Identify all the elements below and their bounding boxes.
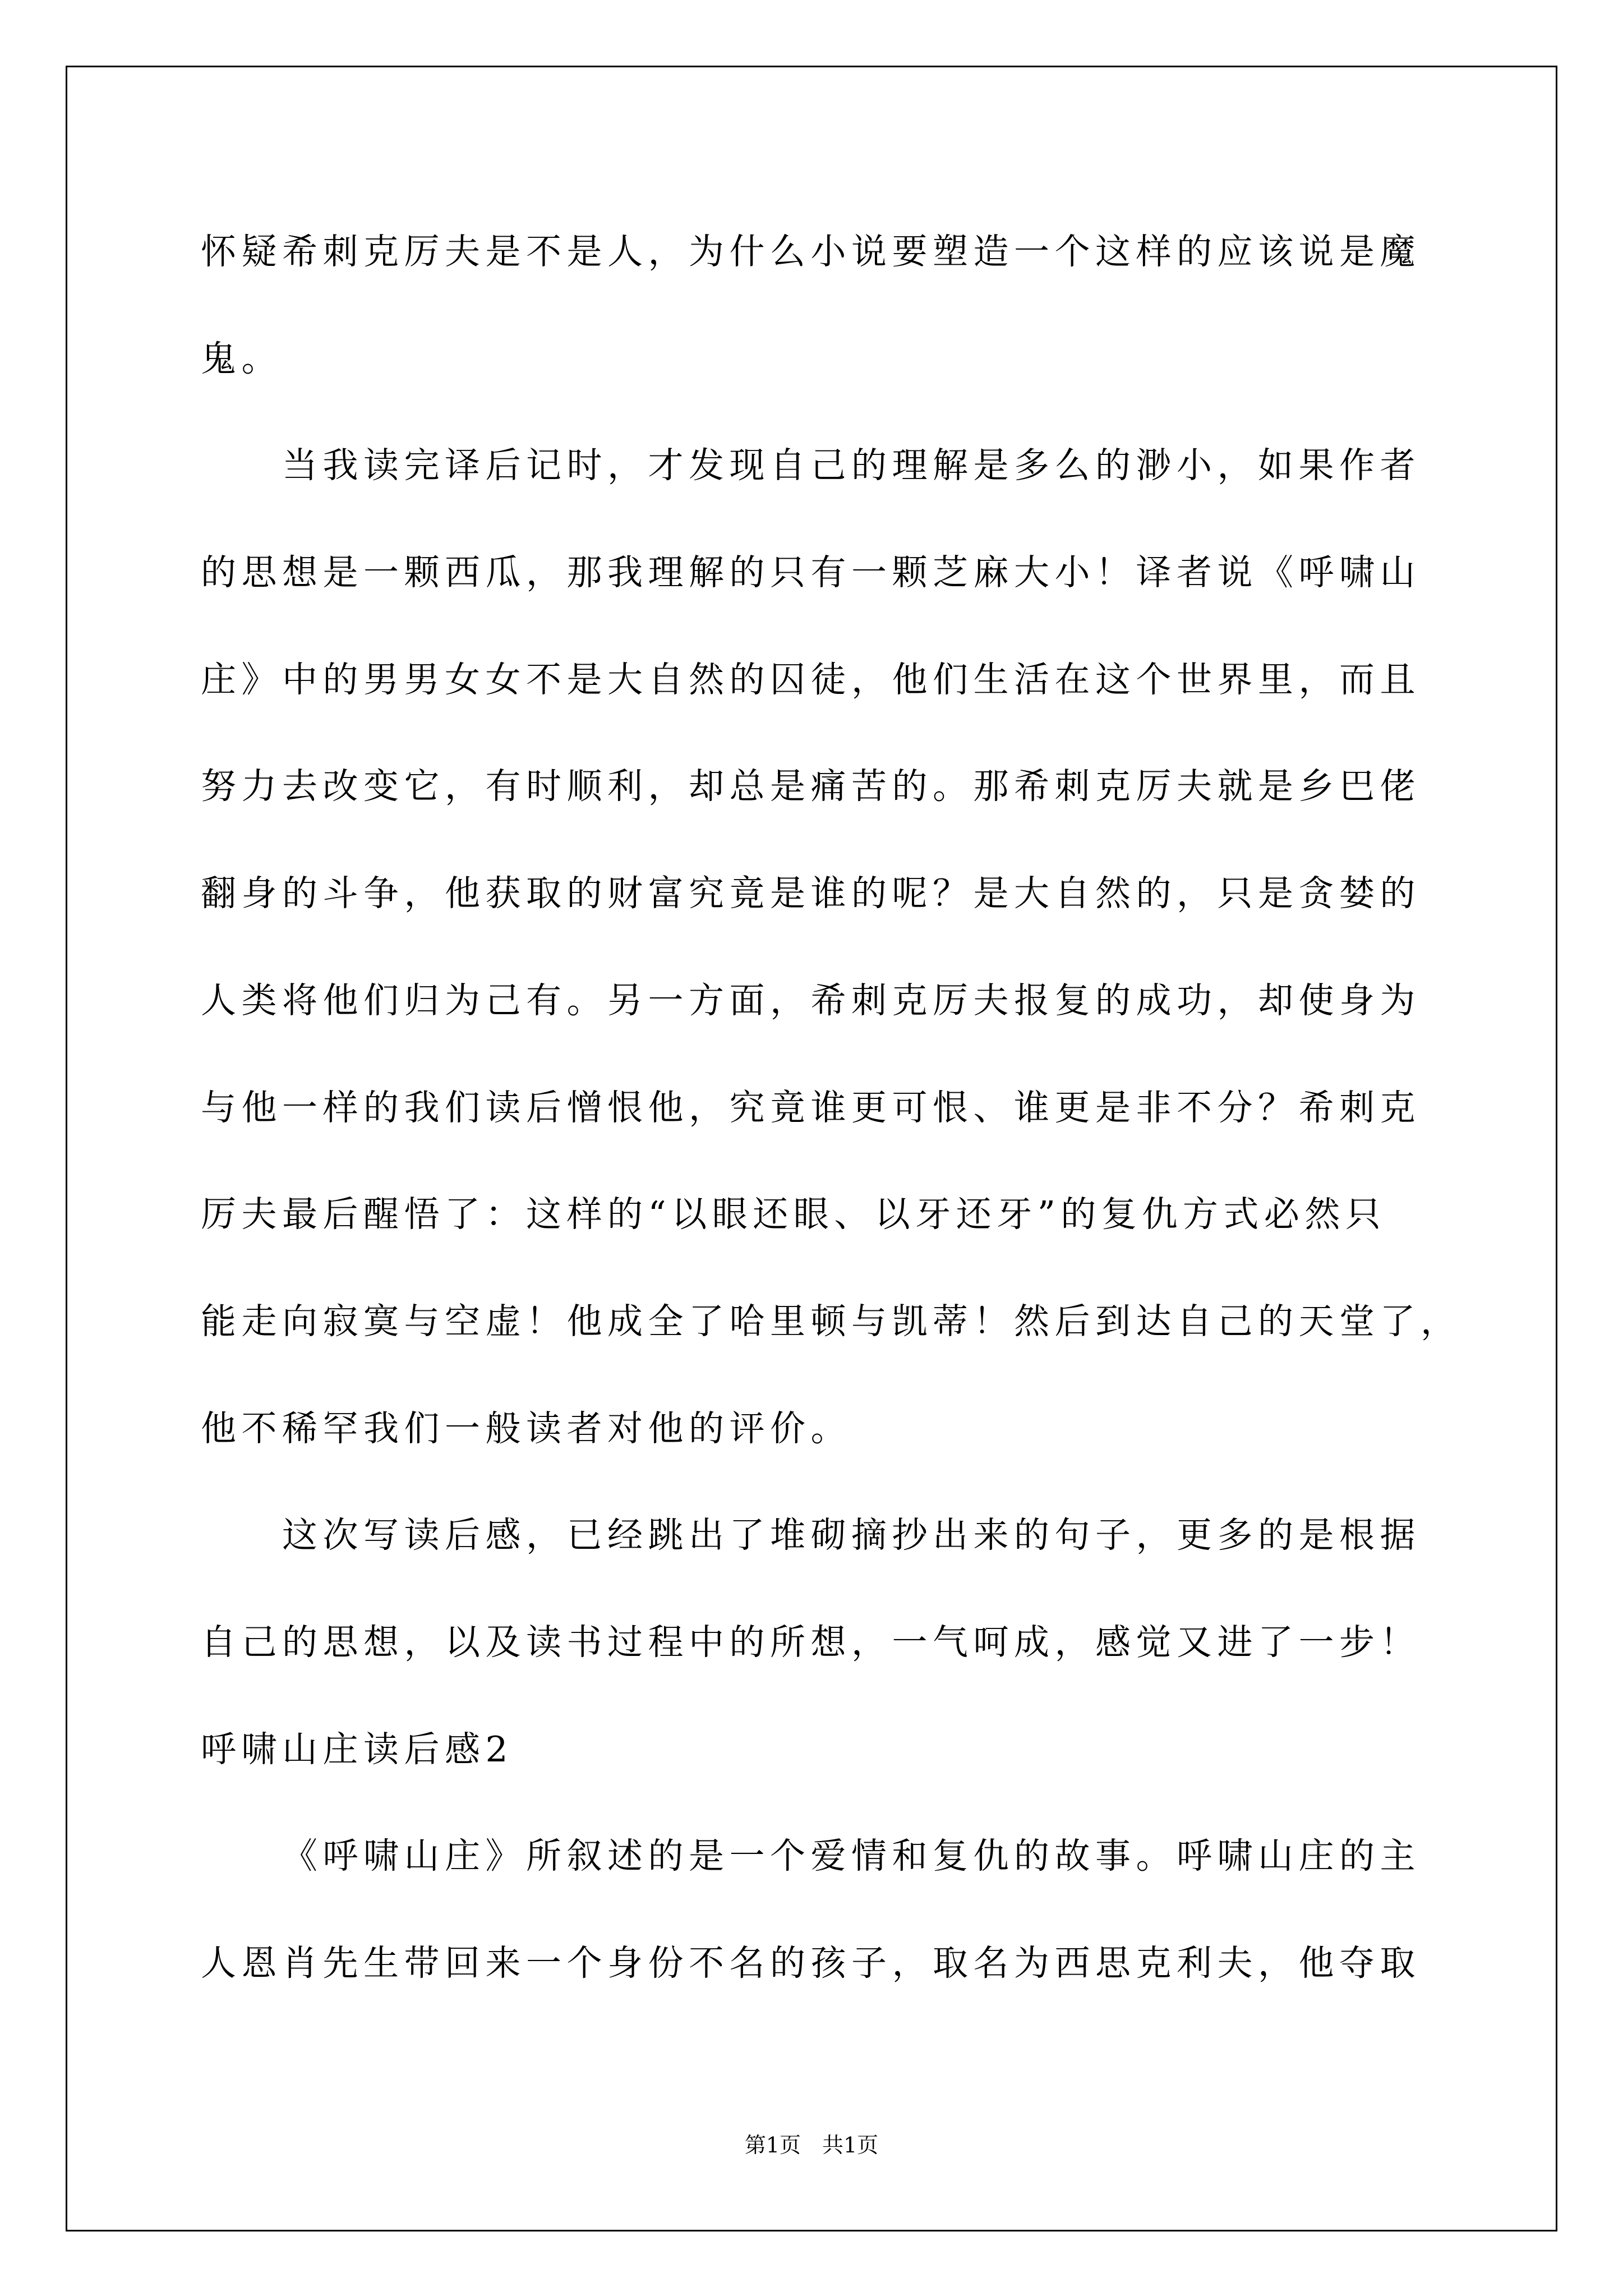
text-line: 厉夫最后醒悟了：这样的“以眼还眼、以牙还牙”的复仇方式必然只 bbox=[201, 1194, 1386, 1235]
text-line: 与他一样的我们读后憎恨他，究竟谁更可恨、谁更是非不分？希刺克 bbox=[201, 1087, 1421, 1128]
text-line: 他不稀罕我们一般读者对他的评价。 bbox=[201, 1407, 851, 1449]
paragraph bbox=[201, 1482, 1547, 1696]
section-title: 呼啸山庄读后感2 bbox=[201, 1728, 514, 1770]
text-line: 怀疑希刺克厉夫是不是人，为什么小说要塑造一个这样的应该说是魔 bbox=[201, 231, 1421, 272]
paragraph bbox=[201, 199, 1547, 412]
text-line: 的思想是一颗西瓜，那我理解的只有一颗芝麻大小！译者说《呼啸山 bbox=[201, 552, 1421, 593]
document-body bbox=[201, 199, 1547, 2017]
text-line: 努力去改变它，有时顺利，却总是痛苦的。那希刺克厉夫就是乡巴佬 bbox=[201, 766, 1421, 807]
text-line: 能走向寂寞与空虚！他成全了哈里顿与凯蒂！然后到达自己的天堂了， bbox=[201, 1300, 1461, 1342]
page-footer: 第1页 共1页 bbox=[744, 2133, 879, 2157]
text-line: 这次写读后感，已经跳出了堆砌摘抄出来的句子，更多的是根据 bbox=[282, 1515, 1421, 1556]
text-line: 当我读完译后记时，才发现自己的理解是多么的渺小，如果作者 bbox=[282, 445, 1421, 486]
text-line: 翻身的斗争，他获取的财富究竟是谁的呢？是大自然的，只是贪婪的 bbox=[201, 873, 1421, 914]
text-line: 自己的思想，以及读书过程中的所想，一气呵成，感觉又进了一步！ bbox=[201, 1621, 1421, 1663]
paragraph bbox=[201, 1803, 1547, 2017]
text-line: 鬼。 bbox=[201, 338, 282, 379]
text-line: 人恩肖先生带回来一个身份不名的孩子，取名为西思克利夫，他夺取 bbox=[201, 1943, 1421, 1984]
text-line: 《呼啸山庄》所叙述的是一个爱情和复仇的故事。呼啸山庄的主 bbox=[282, 1835, 1421, 1877]
text-line: 庄》中的男男女女不是大自然的囚徒，他们生活在这个世界里，而且 bbox=[201, 659, 1421, 700]
text-line: 人类将他们归为己有。另一方面，希刺克厉夫报复的成功，却使身为 bbox=[201, 979, 1421, 1021]
paragraph bbox=[201, 412, 1547, 1482]
